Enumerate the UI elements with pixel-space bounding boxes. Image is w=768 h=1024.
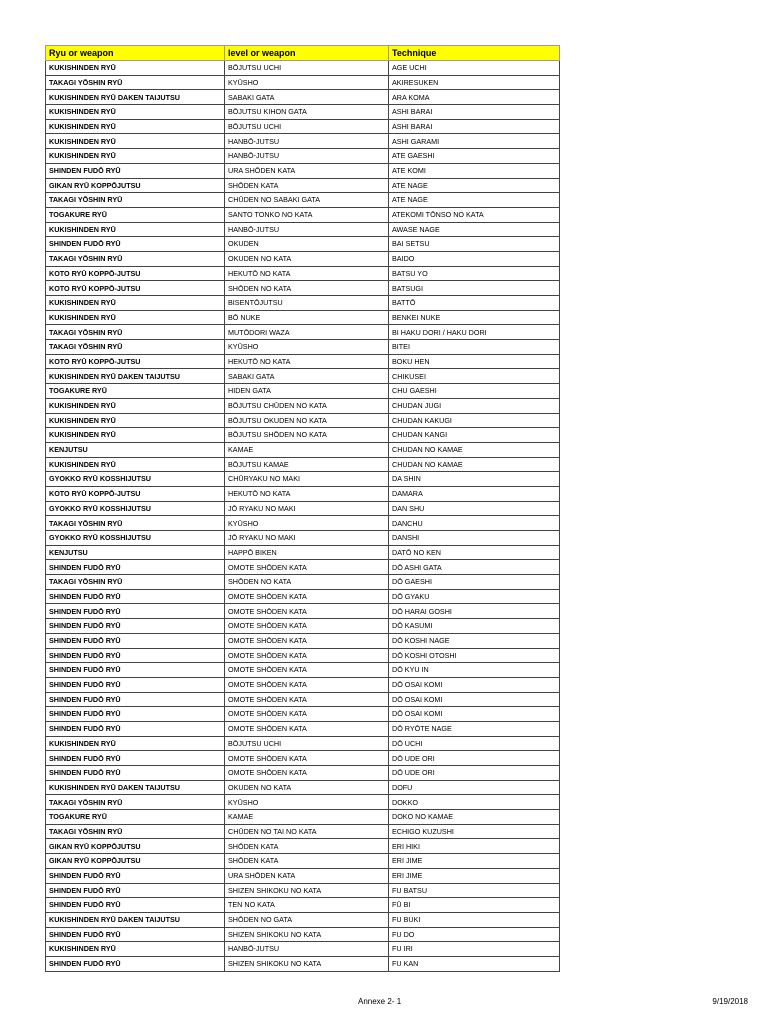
table-row	[46, 531, 560, 546]
table-row	[46, 281, 560, 296]
table-row	[46, 516, 560, 531]
technique-cell: FU BATSU	[389, 883, 560, 898]
level-or-weapon-cell: TEN NO KATA	[225, 898, 389, 913]
ryu-or-weapon-cell: KUKISHINDEN RYŪ	[46, 942, 225, 957]
ryu-or-weapon-cell: SHINDEN FUDŌ RYŪ	[46, 692, 225, 707]
table-row	[46, 178, 560, 193]
table-row	[46, 692, 560, 707]
technique-cell: FU DO	[389, 927, 560, 942]
level-or-weapon-cell: OMOTE SHŌDEN KATA	[225, 766, 389, 781]
technique-cell: ASHI GARAMI	[389, 134, 560, 149]
technique-cell: DŌ KASUMI	[389, 619, 560, 634]
ryu-or-weapon-cell: TAKAGI YŌSHIN RYŪ	[46, 795, 225, 810]
table-row	[46, 207, 560, 222]
ryu-or-weapon-cell: KUKISHINDEN RYŪ DAKEN TAIJUTSU	[46, 780, 225, 795]
ryu-or-weapon-cell: SHINDEN FUDŌ RYŪ	[46, 898, 225, 913]
technique-cell: DŌ KOSHI NAGE	[389, 633, 560, 648]
technique-cell: DOKKO	[389, 795, 560, 810]
table-row	[46, 736, 560, 751]
technique-cell: ECHIGO KUZUSHI	[389, 824, 560, 839]
table-row	[46, 721, 560, 736]
technique-cell: CHUDAN KAKUGI	[389, 413, 560, 428]
technique-cell: ATE NAGE	[389, 178, 560, 193]
level-or-weapon-cell: SHIZEN SHIKOKU NO KATA	[225, 956, 389, 971]
technique-cell: BITEI	[389, 340, 560, 355]
technique-cell: DŌ KOSHI OTOSHI	[389, 648, 560, 663]
table-row	[46, 384, 560, 399]
ryu-or-weapon-cell: KOTO RYŪ KOPPŌ-JUTSU	[46, 266, 225, 281]
ryu-or-weapon-cell: SHINDEN FUDŌ RYŪ	[46, 751, 225, 766]
table-row	[46, 486, 560, 501]
ryu-or-weapon-cell: GYOKKO RYŪ KOSSHIJUTSU	[46, 501, 225, 516]
technique-cell: DOKO NO KAMAE	[389, 810, 560, 825]
table-row	[46, 266, 560, 281]
table-row	[46, 956, 560, 971]
ryu-or-weapon-cell: TAKAGI YŌSHIN RYŪ	[46, 824, 225, 839]
ryu-or-weapon-cell: SHINDEN FUDŌ RYŪ	[46, 163, 225, 178]
technique-cell: FU IRI	[389, 942, 560, 957]
ryu-or-weapon-cell: KUKISHINDEN RYŪ	[46, 310, 225, 325]
technique-cell: AWASE NAGE	[389, 222, 560, 237]
table-row	[46, 810, 560, 825]
level-or-weapon-cell: OMOTE SHŌDEN KATA	[225, 648, 389, 663]
ryu-or-weapon-cell: GIKAN RYŪ KOPPŌJUTSU	[46, 854, 225, 869]
technique-cell: ATE KOMI	[389, 163, 560, 178]
ryu-or-weapon-cell: SHINDEN FUDŌ RYŪ	[46, 663, 225, 678]
technique-cell: DATŌ NO KEN	[389, 545, 560, 560]
technique-cell: DŌ GAESHI	[389, 575, 560, 590]
ryu-or-weapon-cell: TOGAKURE RYŪ	[46, 810, 225, 825]
technique-cell: ARA KOMA	[389, 90, 560, 105]
ryu-or-weapon-cell: SHINDEN FUDŌ RYŪ	[46, 604, 225, 619]
table-row	[46, 898, 560, 913]
level-or-weapon-cell: HEKUTŌ NO KATA	[225, 486, 389, 501]
ryu-or-weapon-cell: KENJUTSU	[46, 442, 225, 457]
level-or-weapon-cell: BISENTŌJUTSU	[225, 296, 389, 311]
table-row	[46, 340, 560, 355]
technique-cell: DŌ HARAI GOSHI	[389, 604, 560, 619]
level-or-weapon-cell: BŌJUTSU UCHI	[225, 736, 389, 751]
level-or-weapon-cell: URA SHŌDEN KATA	[225, 163, 389, 178]
ryu-or-weapon-cell: SHINDEN FUDŌ RYŪ	[46, 766, 225, 781]
page-footer-date: 9/19/2018	[712, 997, 748, 1006]
table-row	[46, 883, 560, 898]
ryu-or-weapon-cell: SHINDEN FUDŌ RYŪ	[46, 633, 225, 648]
level-or-weapon-cell: BŌJUTSU SHŌDEN NO KATA	[225, 428, 389, 443]
table-row	[46, 134, 560, 149]
table-row	[46, 648, 560, 663]
ryu-or-weapon-cell: KUKISHINDEN RYŪ	[46, 222, 225, 237]
header-ryu-or-weapon: Ryu or weapon	[46, 46, 225, 61]
table-row	[46, 472, 560, 487]
level-or-weapon-cell: KYŪSHO	[225, 795, 389, 810]
table-row	[46, 619, 560, 634]
table-row	[46, 119, 560, 134]
ryu-or-weapon-cell: SHINDEN FUDŌ RYŪ	[46, 707, 225, 722]
ryu-or-weapon-cell: SHINDEN FUDŌ RYŪ	[46, 237, 225, 252]
technique-cell: DŌ OSAI KOMI	[389, 692, 560, 707]
table-row	[46, 413, 560, 428]
header-technique: Technique	[389, 46, 560, 61]
ryu-or-weapon-cell: TAKAGI YŌSHIN RYŪ	[46, 575, 225, 590]
table-row	[46, 149, 560, 164]
ryu-or-weapon-cell: TAKAGI YŌSHIN RYŪ	[46, 325, 225, 340]
ryu-or-weapon-cell: KUKISHINDEN RYŪ	[46, 296, 225, 311]
technique-cell: BENKEI NUKE	[389, 310, 560, 325]
ryu-or-weapon-cell: KUKISHINDEN RYŪ	[46, 457, 225, 472]
technique-cell: BAI SETSU	[389, 237, 560, 252]
table-row	[46, 310, 560, 325]
level-or-weapon-cell: SHŌDEN KATA	[225, 854, 389, 869]
ryu-or-weapon-cell: TAKAGI YŌSHIN RYŪ	[46, 251, 225, 266]
ryu-or-weapon-cell: KUKISHINDEN RYŪ DAKEN TAIJUTSU	[46, 912, 225, 927]
table-row	[46, 296, 560, 311]
table-row	[46, 325, 560, 340]
header-row	[46, 46, 560, 61]
level-or-weapon-cell: OMOTE SHŌDEN KATA	[225, 707, 389, 722]
page-footer-label: Annexe 2- 1	[358, 997, 402, 1006]
ryu-or-weapon-cell: KUKISHINDEN RYŪ	[46, 736, 225, 751]
level-or-weapon-cell: HEKUTŌ NO KATA	[225, 266, 389, 281]
technique-cell: DŌ GYAKU	[389, 589, 560, 604]
technique-cell: FU BUKI	[389, 912, 560, 927]
ryu-or-weapon-cell: SHINDEN FUDŌ RYŪ	[46, 956, 225, 971]
table-row	[46, 707, 560, 722]
level-or-weapon-cell: MUTŌDORI WAZA	[225, 325, 389, 340]
table-row	[46, 193, 560, 208]
level-or-weapon-cell: JŌ RYAKU NO MAKI	[225, 531, 389, 546]
ryu-or-weapon-cell: KUKISHINDEN RYŪ	[46, 134, 225, 149]
table-row	[46, 663, 560, 678]
technique-cell: AGE UCHI	[389, 61, 560, 76]
table-row	[46, 942, 560, 957]
table-row	[46, 369, 560, 384]
ryu-or-weapon-cell: KUKISHINDEN RYŪ	[46, 398, 225, 413]
ryu-or-weapon-cell: SHINDEN FUDŌ RYŪ	[46, 648, 225, 663]
ryu-or-weapon-cell: KUKISHINDEN RYŪ DAKEN TAIJUTSU	[46, 369, 225, 384]
technique-cell: ATEKOMI TŌNSO NO KATA	[389, 207, 560, 222]
technique-cell: BOKU HEN	[389, 354, 560, 369]
level-or-weapon-cell: OMOTE SHŌDEN KATA	[225, 721, 389, 736]
technique-cell: DOFU	[389, 780, 560, 795]
technique-cell: ASHI BARAI	[389, 105, 560, 120]
level-or-weapon-cell: OMOTE SHŌDEN KATA	[225, 677, 389, 692]
technique-cell: ASHI BARAI	[389, 119, 560, 134]
technique-cell: DANSHI	[389, 531, 560, 546]
level-or-weapon-cell: URA SHŌDEN KATA	[225, 868, 389, 883]
ryu-or-weapon-cell: TAKAGI YŌSHIN RYŪ	[46, 340, 225, 355]
technique-cell: DŌ OSAI KOMI	[389, 707, 560, 722]
technique-cell: BAIDO	[389, 251, 560, 266]
technique-cell: CHUDAN NO KAMAE	[389, 457, 560, 472]
table-row	[46, 868, 560, 883]
technique-cell: DŌ UCHI	[389, 736, 560, 751]
table-row	[46, 222, 560, 237]
table-row	[46, 589, 560, 604]
technique-cell: ERI JIME	[389, 854, 560, 869]
ryu-or-weapon-cell: GYOKKO RYŪ KOSSHIJUTSU	[46, 531, 225, 546]
technique-cell: BATTŌ	[389, 296, 560, 311]
ryu-or-weapon-cell: TAKAGI YŌSHIN RYŪ	[46, 75, 225, 90]
level-or-weapon-cell: OKUDEN NO KATA	[225, 251, 389, 266]
table-row	[46, 61, 560, 76]
level-or-weapon-cell: HANBŌ-JUTSU	[225, 942, 389, 957]
table-row	[46, 795, 560, 810]
technique-cell: ATE NAGE	[389, 193, 560, 208]
level-or-weapon-cell: BŌ NUKE	[225, 310, 389, 325]
level-or-weapon-cell: OMOTE SHŌDEN KATA	[225, 663, 389, 678]
table-row	[46, 545, 560, 560]
level-or-weapon-cell: SHŌDEN KATA	[225, 839, 389, 854]
technique-cell: DANCHU	[389, 516, 560, 531]
table-row	[46, 237, 560, 252]
ryu-or-weapon-cell: KUKISHINDEN RYŪ	[46, 105, 225, 120]
level-or-weapon-cell: CHŪRYAKU NO MAKI	[225, 472, 389, 487]
level-or-weapon-cell: SABAKI GATA	[225, 369, 389, 384]
level-or-weapon-cell: KAMAE	[225, 442, 389, 457]
table-row	[46, 428, 560, 443]
level-or-weapon-cell: BŌJUTSU KIHON GATA	[225, 105, 389, 120]
table-row	[46, 560, 560, 575]
technique-cell: ATE GAESHI	[389, 149, 560, 164]
ryu-or-weapon-cell: SHINDEN FUDŌ RYŪ	[46, 677, 225, 692]
level-or-weapon-cell: KAMAE	[225, 810, 389, 825]
table-row	[46, 457, 560, 472]
level-or-weapon-cell: HANBŌ-JUTSU	[225, 222, 389, 237]
ryu-or-weapon-cell: SHINDEN FUDŌ RYŪ	[46, 883, 225, 898]
level-or-weapon-cell: HEKUTŌ NO KATA	[225, 354, 389, 369]
ryu-or-weapon-cell: KUKISHINDEN RYŪ	[46, 119, 225, 134]
level-or-weapon-cell: BŌJUTSU CHŪDEN NO KATA	[225, 398, 389, 413]
ryu-or-weapon-cell: SHINDEN FUDŌ RYŪ	[46, 927, 225, 942]
table-row	[46, 75, 560, 90]
techniques-table	[45, 45, 560, 972]
table-row	[46, 90, 560, 105]
ryu-or-weapon-cell: KOTO RYŪ KOPPŌ-JUTSU	[46, 354, 225, 369]
ryu-or-weapon-cell: KUKISHINDEN RYŪ	[46, 149, 225, 164]
technique-cell: FŪ BI	[389, 898, 560, 913]
table-row	[46, 766, 560, 781]
ryu-or-weapon-cell: TOGAKURE RYŪ	[46, 384, 225, 399]
table-row	[46, 575, 560, 590]
level-or-weapon-cell: CHŪDEN NO TAI NO KATA	[225, 824, 389, 839]
technique-cell: DŌ KYU IN	[389, 663, 560, 678]
ryu-or-weapon-cell: TAKAGI YŌSHIN RYŪ	[46, 193, 225, 208]
level-or-weapon-cell: HANBŌ-JUTSU	[225, 149, 389, 164]
level-or-weapon-cell: OMOTE SHŌDEN KATA	[225, 633, 389, 648]
table-row	[46, 751, 560, 766]
level-or-weapon-cell: HAPPŌ BIKEN	[225, 545, 389, 560]
level-or-weapon-cell: BŌJUTSU UCHI	[225, 119, 389, 134]
table-row	[46, 633, 560, 648]
technique-cell: CHIKUSEI	[389, 369, 560, 384]
level-or-weapon-cell: SHIZEN SHIKOKU NO KATA	[225, 927, 389, 942]
ryu-or-weapon-cell: KUKISHINDEN RYŪ	[46, 413, 225, 428]
technique-cell: DAN SHU	[389, 501, 560, 516]
level-or-weapon-cell: KYŪSHO	[225, 516, 389, 531]
technique-cell: CHU GAESHI	[389, 384, 560, 399]
level-or-weapon-cell: BŌJUTSU UCHI	[225, 61, 389, 76]
technique-cell: DŌ OSAI KOMI	[389, 677, 560, 692]
ryu-or-weapon-cell: TAKAGI YŌSHIN RYŪ	[46, 516, 225, 531]
table-row	[46, 442, 560, 457]
ryu-or-weapon-cell: SHINDEN FUDŌ RYŪ	[46, 589, 225, 604]
technique-cell: ERI HIKI	[389, 839, 560, 854]
technique-cell: CHUDAN NO KAMAE	[389, 442, 560, 457]
table-row	[46, 105, 560, 120]
level-or-weapon-cell: CHŪDEN NO SABAKI GATA	[225, 193, 389, 208]
table-body	[46, 61, 560, 972]
level-or-weapon-cell: SHŌDEN NO KATA	[225, 281, 389, 296]
level-or-weapon-cell: OMOTE SHŌDEN KATA	[225, 589, 389, 604]
ryu-or-weapon-cell: SHINDEN FUDŌ RYŪ	[46, 560, 225, 575]
level-or-weapon-cell: SHŌDEN KATA	[225, 178, 389, 193]
ryu-or-weapon-cell: TOGAKURE RYŪ	[46, 207, 225, 222]
table-row	[46, 839, 560, 854]
level-or-weapon-cell: SABAKI GATA	[225, 90, 389, 105]
ryu-or-weapon-cell: KUKISHINDEN RYŪ DAKEN TAIJUTSU	[46, 90, 225, 105]
level-or-weapon-cell: BŌJUTSU KAMAE	[225, 457, 389, 472]
table-row	[46, 824, 560, 839]
technique-cell: DŌ UDE ORI	[389, 766, 560, 781]
technique-cell: DŌ UDE ORI	[389, 751, 560, 766]
ryu-or-weapon-cell: KOTO RYŪ KOPPŌ-JUTSU	[46, 486, 225, 501]
level-or-weapon-cell: HANBŌ-JUTSU	[225, 134, 389, 149]
table-row	[46, 604, 560, 619]
technique-cell: BATSUGI	[389, 281, 560, 296]
level-or-weapon-cell: OKUDEN	[225, 237, 389, 252]
level-or-weapon-cell: BŌJUTSU OKUDEN NO KATA	[225, 413, 389, 428]
table-row	[46, 501, 560, 516]
ryu-or-weapon-cell: SHINDEN FUDŌ RYŪ	[46, 619, 225, 634]
technique-cell: ERI JIME	[389, 868, 560, 883]
level-or-weapon-cell: KYŪSHO	[225, 340, 389, 355]
technique-cell: DŌ RYŌTE NAGE	[389, 721, 560, 736]
level-or-weapon-cell: KYŪSHO	[225, 75, 389, 90]
ryu-or-weapon-cell: KENJUTSU	[46, 545, 225, 560]
ryu-or-weapon-cell: KUKISHINDEN RYŪ	[46, 428, 225, 443]
level-or-weapon-cell: HIDEN GATA	[225, 384, 389, 399]
table-row	[46, 854, 560, 869]
technique-cell: DŌ ASHI GATA	[389, 560, 560, 575]
level-or-weapon-cell: OMOTE SHŌDEN KATA	[225, 751, 389, 766]
level-or-weapon-cell: SHIZEN SHIKOKU NO KATA	[225, 883, 389, 898]
level-or-weapon-cell: OMOTE SHŌDEN KATA	[225, 560, 389, 575]
technique-cell: BATSU YO	[389, 266, 560, 281]
table-row	[46, 163, 560, 178]
ryu-or-weapon-cell: GYOKKO RYŪ KOSSHIJUTSU	[46, 472, 225, 487]
header-level-or-weapon: level or weapon	[225, 46, 389, 61]
level-or-weapon-cell: OMOTE SHŌDEN KATA	[225, 604, 389, 619]
technique-cell: DA SHIN	[389, 472, 560, 487]
technique-cell: AKIRESUKEN	[389, 75, 560, 90]
table-row	[46, 251, 560, 266]
table-row	[46, 912, 560, 927]
ryu-or-weapon-cell: GIKAN RYŪ KOPPŌJUTSU	[46, 178, 225, 193]
ryu-or-weapon-cell: SHINDEN FUDŌ RYŪ	[46, 868, 225, 883]
ryu-or-weapon-cell: SHINDEN FUDŌ RYŪ	[46, 721, 225, 736]
table-row	[46, 927, 560, 942]
level-or-weapon-cell: SHŌDEN NO KATA	[225, 575, 389, 590]
level-or-weapon-cell: JŌ RYAKU NO MAKI	[225, 501, 389, 516]
technique-cell: BI HAKU DORI / HAKU DORI	[389, 325, 560, 340]
table-row	[46, 780, 560, 795]
ryu-or-weapon-cell: KUKISHINDEN RYŪ	[46, 61, 225, 76]
level-or-weapon-cell: SANTO TONKO NO KATA	[225, 207, 389, 222]
ryu-or-weapon-cell: GIKAN RYŪ KOPPŌJUTSU	[46, 839, 225, 854]
level-or-weapon-cell: OKUDEN NO KATA	[225, 780, 389, 795]
level-or-weapon-cell: OMOTE SHŌDEN KATA	[225, 692, 389, 707]
technique-cell: DAMARA	[389, 486, 560, 501]
level-or-weapon-cell: SHŌDEN NO GATA	[225, 912, 389, 927]
ryu-or-weapon-cell: KOTO RYŪ KOPPŌ-JUTSU	[46, 281, 225, 296]
table-row	[46, 677, 560, 692]
table-row	[46, 354, 560, 369]
technique-cell: CHUDAN KANGI	[389, 428, 560, 443]
technique-cell: CHUDAN JUGI	[389, 398, 560, 413]
level-or-weapon-cell: OMOTE SHŌDEN KATA	[225, 619, 389, 634]
technique-cell: FU KAN	[389, 956, 560, 971]
table-row	[46, 398, 560, 413]
